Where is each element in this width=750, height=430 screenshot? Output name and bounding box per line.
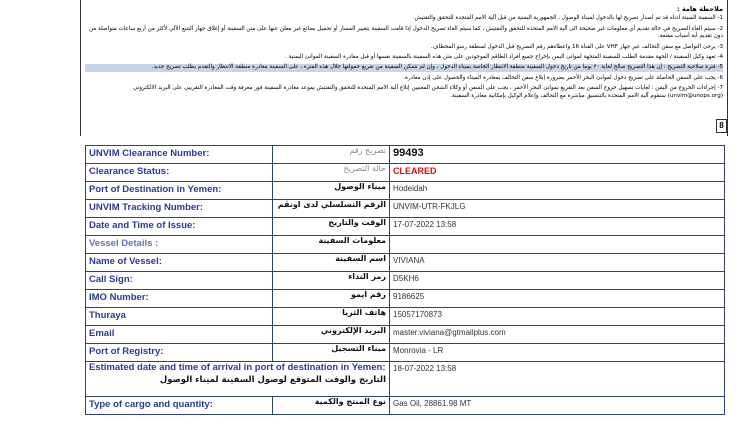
row-eta xyxy=(86,362,725,397)
label-en: Call Sign: xyxy=(86,272,273,290)
value-cargo: Gas Oil, 28861.98 MT xyxy=(390,397,725,415)
value-port-of-destination-in-yemen: Hodeidah xyxy=(390,182,725,200)
label-en: Clearance Status: xyxy=(86,164,273,182)
note-7: 7- إجراءات الخروج من اليمن : لغايات تسهيل خروج السفن بعد التفريغ بموانئ البحر الأحمر ، يجب على السفن أو وكلاء الشحن المعنيين إبلاغ آلية الامم المتحدة للتحقق والتفتيش بموعد مغادرة السفينة فور معرفة وقت المغادرة التقريبي على البريد الالكتروني (unvim@unops.org) ستقوم آلية الامم المتحدة بالتنسيق مباشرة مع التحالف وإعلام الوكيل بإمكانية مغادرة السفينة. xyxy=(133,85,723,99)
label-ar: اسم السفينة xyxy=(273,254,390,272)
label-ar: هاتف الثريا xyxy=(273,308,390,326)
label-en: Date and Time of Issue: xyxy=(86,218,273,236)
label-ar: نوع المنتج والكمية xyxy=(273,397,390,415)
label-en: Name of Vessel: xyxy=(86,254,273,272)
row-name-of-vessel xyxy=(86,254,725,272)
value-unvim-clearance-number: 99493 xyxy=(390,146,725,164)
row-email xyxy=(86,326,725,344)
label-ar: معلومات السفينة xyxy=(273,236,390,254)
label-ar: حالة التصريح xyxy=(273,164,390,182)
note-4: 4- تعهد وكيل السفينة / الجهة مقدمة الطلب للسفينة المتجهة لموانئ اليمن بإخراج جميع أفراد الطاقم الموجودين على متن هذه السفينة بالسفينة نفسها أو قبل مغادرة السفينة الموانئ اليمنية . xyxy=(285,54,723,61)
row-unvim-clearance-number xyxy=(86,146,725,164)
value-imo-number: 9186625 xyxy=(390,290,725,308)
label-en: Type of cargo and quantity: xyxy=(86,397,273,415)
value-thuraya: 15057170873 xyxy=(390,308,725,326)
label-ar: الوقت والتاريخ xyxy=(273,218,390,236)
label-ar: رمز النداء xyxy=(273,272,390,290)
note-2: 2- سيتم الغاء التصريح في حالة تقديم أي معلومات غير صحيحة الى آلية الامم المتحدة للتحقق والتفتيش ، كما سيتم الغاء تصريح الدخول إذا قامت السفينة بتغيير المسار أو تحميل بضائع غير معلن عنها على متن السفينة أو إغلاق جهاز التتبع الآلي لأكثر من أربع ساعات متواصلة من دون تقديم أية أسباب مقنعة. xyxy=(89,25,723,40)
label-en: Email xyxy=(86,326,273,344)
label-ar: رقم ايمو xyxy=(273,290,390,308)
note-6: 6- يجب على السفن الحاصلة على تصريح دخول لموانئ البحر الأحمر بضرورة إبلاغ سفن التحالف بمغادرة الميناء والحصول على إذن مغادرة. xyxy=(403,74,723,81)
row-vessel-details xyxy=(86,236,725,254)
value-clearance-status: CLEARED xyxy=(390,164,725,182)
important-notes xyxy=(80,0,728,136)
label-en: Vessel Details : xyxy=(86,236,273,254)
value-date-and-time-of-issue: 17-07-2022 13:58 xyxy=(390,218,725,236)
note-5: 5- فترة صلاحية التصريح : إن هذا التصريح صالح لغاية ٢٠ يوما من تاريخ دخول السفينة منطقة الانتظار الخاصة بميناء الدخول ، وإن لم تتمكن السفينة من تفريغ حمولتها خلال هذه الفترة ، على السفينة مغادرة منطقة الانتظار والتقدم بطلب تصريح جديد. xyxy=(85,64,723,71)
label-en: Thuraya xyxy=(86,308,273,326)
value-port-of-registry: Monrovia - LR xyxy=(390,344,725,362)
row-imo-number xyxy=(86,290,725,308)
value-email: master.viviana@gtmailplus.com xyxy=(390,326,725,344)
label-en: Port of Registry: xyxy=(86,344,273,362)
label-ar: ميناء التسجيل xyxy=(273,344,390,362)
label-en: Port of Destination in Yemen: xyxy=(86,182,273,200)
label-en: UNVIM Clearance Number: xyxy=(86,146,273,164)
label-eta-en: Estimated date and time of arrival in port of destination in Yemen: xyxy=(89,362,386,373)
row-call-sign xyxy=(86,272,725,290)
note-8-marker: 8 xyxy=(716,119,727,133)
row-port-of-registry xyxy=(86,344,725,362)
notes-header: ملاحظة هامة : xyxy=(677,5,723,13)
note-3: 3- يرجى التواصل مع سفن التحالف عبر جهاز VHF على القناة 16 واعطاءهم رقم التصريح قبل الدخول لمنطقة رسو المخطاف. xyxy=(430,43,723,50)
row-port-of-destination-in-yemen xyxy=(86,182,725,200)
value-name-of-vessel: VIVIANA xyxy=(390,254,725,272)
row-thuraya xyxy=(86,308,725,326)
label-ar: البريد الإلكتروني xyxy=(273,326,390,344)
row-clearance-status xyxy=(86,164,725,182)
value-unvim-tracking-number: UNVIM-UTR-FKJLG xyxy=(390,200,725,218)
label-ar: تصريح رقم xyxy=(273,146,390,164)
note-1: 1- السفينة المبينة ادناه قد تم اصدار تصريح لها بالدخول لميناء الوصول ، الجمهورية اليمنية من قبل آلية الامم المتحدة للتحقق والتفتيش. xyxy=(412,15,723,22)
value-vessel-details xyxy=(390,236,725,254)
row-unvim-tracking-number xyxy=(86,200,725,218)
value-eta: 18-07-2022 13:58 xyxy=(390,362,725,397)
label-eta xyxy=(86,362,390,397)
label-en: UNVIM Tracking Number: xyxy=(86,200,273,218)
label-en: IMO Number: xyxy=(86,290,273,308)
value-call-sign: D5KH6 xyxy=(390,272,725,290)
label-ar: الرقم التسلسلي لدى اونڤم xyxy=(273,200,390,218)
label-ar: ميناء الوصول xyxy=(273,182,390,200)
row-date-and-time-of-issue xyxy=(86,218,725,236)
label-eta-ar: التاريخ والوقت المتوقع لوصول السفينة لميناء الوصول xyxy=(159,375,386,385)
clearance-table xyxy=(85,145,725,415)
row-cargo xyxy=(86,397,725,415)
